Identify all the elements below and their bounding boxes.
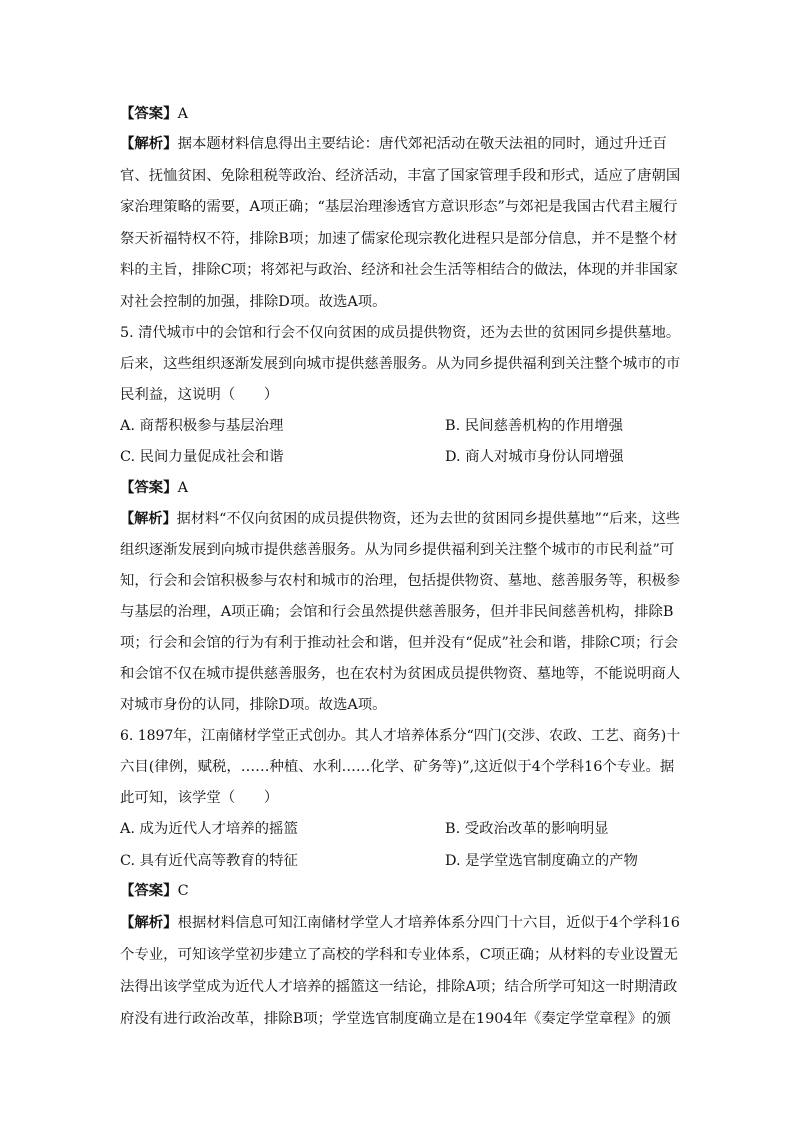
q5-answer: [120, 477, 680, 499]
q5-option-b: B. 民间慈善机构的作用增强: [445, 418, 624, 434]
q6-stem-line-2: 六目(律例，赋税，……种植、水利……化学、矿务等)”,这近似于4个学科16个专业。据: [120, 759, 675, 775]
q4-analysis-line-3: 家治理策略的需要，A项正确；“基层治理渗透官方意识形态”与郊祀是我国古代君主履行: [120, 199, 678, 215]
q6-option-b: B. 受政治改革的影响明显: [445, 821, 609, 837]
q6-option-a: A. 成为近代人才培养的摇篮: [120, 821, 298, 837]
q5-stem-line-1: 5. 清代城市中的会馆和行会不仅向贫困的成员提供物资，还为去世的贫困同乡提供墓地。: [120, 325, 681, 341]
analysis-tag: 【解析】: [120, 135, 178, 152]
analysis-text: 据材料“不仅向贫困的成员提供物资，还为去世的贫困同乡提供墓地”“后来，这些: [176, 511, 680, 527]
q4-analysis-line-2: 官、抚恤贫困、免除租税等政治、经济活动，丰富了国家管理手段和形式，适应了唐朝国: [120, 168, 681, 184]
analysis-text: 据本题材料信息得出主要结论：唐代郊祀活动在敬天法祖的同时，通过升迁百: [177, 136, 667, 152]
q5-stem-line-2: 后来，这些组织逐渐发展到向城市提供慈善服务。从为同乡提供福利到关注整个城市的市: [120, 356, 681, 372]
q6-option-d: D. 是学堂选官制度确立的产物: [445, 853, 638, 869]
q5-analysis-line-1: [120, 508, 680, 530]
answer-tag: 【答案】: [120, 479, 178, 496]
answer-value: A: [177, 106, 188, 122]
q6-answer: [120, 880, 680, 902]
q5-analysis-line-2: 组织逐渐发展到向城市提供慈善服务。从为同乡提供福利到关注整个城市的市民利益”可: [120, 542, 675, 558]
q5-option-d: D. 商人对城市身份认同增强: [445, 449, 624, 465]
q4-analysis-line-4: 祭天祈福特权不符，排除B项；加速了儒家伦现宗教化进程只是部分信息，并不是整个材: [120, 231, 678, 247]
q4-analysis-line-1: [120, 133, 680, 155]
q6-analysis-line-2: 个专业，可知该学堂初步建立了高校的学科和专业体系，C项正确；从材料的专业设置无: [120, 947, 678, 963]
q5-stem-line-3: 民利益，这说明（ ）: [120, 387, 279, 403]
q6-analysis-line-4: 府没有进行政治改革，排除B项；学堂选官制度确立是在1904年《奏定学堂章程》的颁: [120, 1011, 671, 1027]
answer-tag: 【答案】: [120, 882, 178, 899]
q6-analysis-line-3: 法得出该学堂成为近代人才培养的摇篮这一结论，排除A项；结合所学可知这一时期清政: [120, 979, 678, 995]
analysis-tag: 【解析】: [120, 510, 177, 527]
analysis-tag: 【解析】: [120, 914, 178, 931]
q6-analysis-line-1: [120, 912, 680, 934]
analysis-text: 根据材料信息可知江南储材学堂人才培养体系分四门十六目，近似于4个学科16: [177, 915, 680, 931]
q6-stem-line-1: 6. 1897年，江南储材学堂正式创办。其人才培养体系分“四门(交涉、农政、工艺、商务)十: [120, 728, 681, 744]
q5-option-c: C. 民间力量促成社会和谐: [120, 449, 284, 465]
q5-option-a: A. 商帮积极参与基层治理: [120, 418, 284, 434]
answer-value: C: [177, 883, 189, 899]
q5-analysis-line-3: 知，行会和会馆积极参与农村和城市的治理，包括提供物资、墓地、慈善服务等，积极参: [120, 573, 681, 589]
q5-analysis-line-7: 对城市身份的认同，排除D项。故选A项。: [120, 697, 387, 713]
q5-analysis-line-6: 和会馆不仅在城市提供慈善服务，也在农村为贫困成员提供物资、墓地等，不能说明商人: [120, 666, 681, 682]
q4-analysis-line-5: 料的主旨，排除C项；将郊祀与政治、经济和社会生活等相结合的做法，体现的并非国家: [120, 262, 678, 278]
q4-answer: [120, 103, 680, 125]
answer-tag: 【答案】: [120, 105, 178, 122]
q5-analysis-line-4: 与基层的治理，A项正确；会馆和行会虽然提供慈善服务，但并非民间慈善机构，排除B: [120, 604, 674, 620]
q4-analysis-line-6: 对社会控制的加强，排除D项。故选A项。: [120, 294, 387, 310]
q6-stem-line-3: 此可知，该学堂（ ）: [120, 790, 279, 806]
answer-value: A: [177, 480, 188, 496]
q5-analysis-line-5: 项；行会和会馆的行为有利于推动社会和谐，但并没有“促成”社会和谐，排除C项；行会: [120, 635, 679, 651]
q6-option-c: C. 具有近代高等教育的特征: [120, 853, 298, 869]
